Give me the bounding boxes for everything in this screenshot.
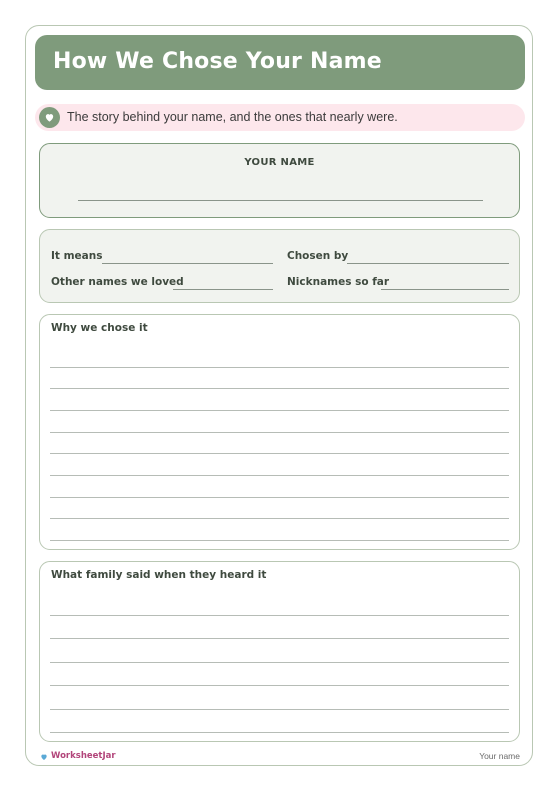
write-line[interactable] — [50, 638, 509, 639]
write-line[interactable] — [50, 475, 509, 476]
brand-name: WorksheetJar — [51, 751, 116, 761]
why-we-chose-panel — [39, 314, 520, 550]
write-line[interactable] — [50, 453, 509, 454]
write-line[interactable] — [50, 410, 509, 411]
write-line[interactable] — [50, 497, 509, 498]
subtitle-bar — [35, 104, 525, 131]
it-means-label: It means — [51, 250, 103, 262]
page-title: How We Chose Your Name — [53, 49, 382, 74]
nicknames-field[interactable] — [287, 276, 509, 292]
your-name-write-line[interactable] — [78, 200, 483, 201]
your-name-label: YOUR NAME — [244, 157, 315, 168]
write-line[interactable] — [50, 685, 509, 686]
write-line[interactable] — [50, 709, 509, 710]
write-line[interactable] — [50, 732, 509, 733]
chosen-by-field[interactable] — [287, 250, 509, 266]
heart-icon — [39, 107, 60, 128]
it-means-line[interactable] — [102, 263, 273, 264]
subtitle-text: The story behind your name, and the ones that nearly were. — [67, 110, 398, 124]
nicknames-label: Nicknames so far — [287, 276, 390, 288]
why-we-chose-heading: Why we chose it — [51, 322, 148, 334]
chosen-by-line[interactable] — [347, 263, 509, 264]
family-reaction-panel — [39, 561, 520, 742]
your-name-panel — [39, 143, 520, 218]
write-line[interactable] — [50, 432, 509, 433]
write-line[interactable] — [50, 615, 509, 616]
other-names-line[interactable] — [173, 289, 273, 290]
other-names-label: Other names we loved — [51, 276, 184, 288]
chosen-by-label: Chosen by — [287, 250, 349, 262]
details-panel — [39, 229, 520, 303]
other-names-field[interactable] — [51, 276, 273, 292]
family-reaction-heading: What family said when they heard it — [51, 569, 267, 581]
nicknames-line[interactable] — [381, 289, 509, 290]
footer-name-label: Your name — [479, 751, 520, 761]
header-banner — [35, 35, 525, 90]
write-line[interactable] — [50, 367, 509, 368]
it-means-field[interactable] — [51, 250, 273, 266]
write-line[interactable] — [50, 518, 509, 519]
write-line[interactable] — [50, 388, 509, 389]
write-line[interactable] — [50, 540, 509, 541]
write-line[interactable] — [50, 662, 509, 663]
brand-heart-icon — [40, 753, 48, 761]
